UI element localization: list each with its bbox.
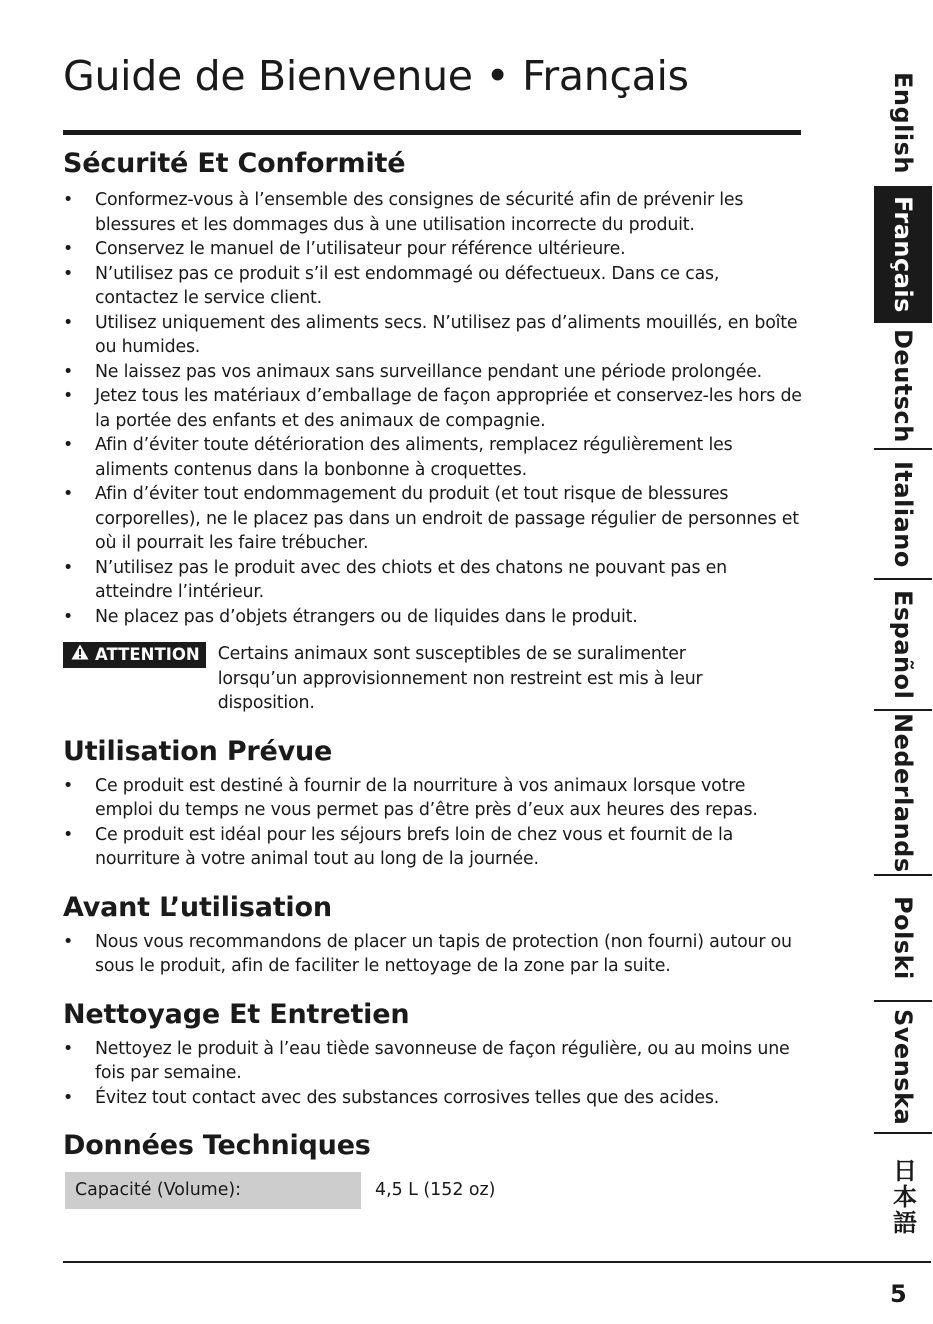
- cleaning-section: [63, 997, 803, 1111]
- language-tab-label: Français: [889, 196, 917, 313]
- attention-badge: [63, 642, 206, 668]
- list-item: • Ce produit est destiné à fournir de la nourriture à vos animaux lorsque votre emploi du temps ne vous permet pas d’être près d’eux aux heures des repas.: [63, 774, 803, 823]
- before-use-heading: Avant L’utilisation: [63, 891, 332, 923]
- language-tab-deutsch[interactable]: [874, 323, 932, 448]
- intended-use-section: [63, 734, 803, 872]
- language-tab-japanese[interactable]: [874, 1134, 932, 1260]
- language-tab-label: Nederlands: [889, 712, 917, 873]
- language-tab-espanol[interactable]: [874, 580, 932, 709]
- warning-triangle-icon: [71, 642, 89, 668]
- list-item: • Nettoyez le produit à l’eau tiède savonneuse de façon régulière, ou au moins une fois par semaine.: [63, 1037, 803, 1086]
- intended-use-list: [63, 774, 803, 872]
- attention-notice: [63, 642, 803, 716]
- page-title: Guide de Bienvenue • Français: [63, 52, 689, 100]
- list-item: • Conformez-vous à l’ensemble des consignes de sécurité afin de prévenir les blessures et les dommages dus à une utilisation incorrecte du produit.: [63, 188, 803, 237]
- cleaning-list: [63, 1037, 803, 1111]
- language-tab-polski[interactable]: [874, 876, 932, 1000]
- list-item: • Afin d’éviter toute détérioration des aliments, remplacez régulièrement les aliments contenus dans la bonbonne à croquettes.: [63, 433, 803, 482]
- intended-use-heading: Utilisation Prévue: [63, 735, 333, 767]
- list-item: • N’utilisez pas ce produit s’il est endommagé ou défectueux. Dans ce cas, contactez le service client.: [63, 262, 803, 311]
- list-item: • Utilisez uniquement des aliments secs. N’utilisez pas d’aliments mouillés, en boîte ou humides.: [63, 311, 803, 360]
- title-divider: [63, 130, 801, 135]
- language-tab-label: Svenska: [889, 1008, 917, 1126]
- language-tab-english[interactable]: [874, 60, 932, 186]
- language-tab-label: Español: [889, 589, 917, 700]
- spec-row: [63, 1172, 803, 1209]
- page-number: 5: [890, 1280, 907, 1308]
- cleaning-heading: Nettoyage Et Entretien: [63, 998, 410, 1030]
- list-item: • Conservez le manuel de l’utilisateur pour référence ultérieure.: [63, 237, 803, 262]
- language-tab-label: Italiano: [889, 460, 917, 568]
- list-item: • Jetez tous les matériaux d’emballage de façon appropriée et conservez-les hors de la portée des enfants et des animaux de compagnie.: [63, 384, 803, 433]
- list-item: • Afin d’éviter tout endommagement du produit (et tout risque de blessures corporelles), ne le placez pas dans un endroit de passage régulier de personnes et où il pourrait les faire trébucher.: [63, 482, 803, 556]
- list-item: • Ne laissez pas vos animaux sans surveillance pendant une période prolongée.: [63, 360, 803, 385]
- language-tab-svenska[interactable]: [874, 1002, 932, 1132]
- main-content: [63, 146, 803, 1209]
- language-tab-label: English: [889, 72, 917, 174]
- list-item: • N’utilisez pas le produit avec des chiots et des chatons ne pouvant pas en atteindre l’intérieur.: [63, 556, 803, 605]
- language-tab-nederlands[interactable]: [874, 711, 932, 874]
- safety-list: [63, 188, 803, 629]
- list-item: • Nous vous recommandons de placer un tapis de protection (non fourni) autour ou sous le produit, afin de faciliter le nettoyage de la zone par la suite.: [63, 930, 803, 979]
- list-item: • Évitez tout contact avec des substances corrosives telles que des acides.: [63, 1086, 803, 1111]
- language-tab-italiano[interactable]: [874, 450, 932, 578]
- before-use-list: [63, 930, 803, 979]
- attention-label: ATTENTION: [95, 645, 200, 664]
- specs-section: [63, 1128, 803, 1209]
- spec-value: 4,5 L (152 oz): [375, 1180, 496, 1200]
- specs-heading: Données Techniques: [63, 1130, 371, 1161]
- before-use-section: [63, 890, 803, 979]
- language-tab-label: Polski: [889, 896, 917, 980]
- list-item: • Ne placez pas d’objets étrangers ou de liquides dans le produit.: [63, 605, 803, 630]
- list-item: • Ce produit est idéal pour les séjours brefs loin de chez vous et fournit de la nourriture à votre animal tout au long de la journée.: [63, 823, 803, 872]
- language-tab-label: Deutsch: [889, 328, 917, 443]
- attention-text: Certains animaux sont susceptibles de se suralimenter lorsqu’un approvisionnement non restreint est mis à leur disposition.: [217, 644, 703, 713]
- safety-heading: Sécurité Et Conformité: [63, 148, 406, 179]
- spec-label: Capacité (Volume):: [65, 1172, 361, 1209]
- safety-section: [63, 146, 803, 716]
- footer-divider: [63, 1261, 931, 1263]
- language-tab-francais[interactable]: [874, 186, 932, 323]
- language-tab-label: 日本語: [888, 1158, 917, 1236]
